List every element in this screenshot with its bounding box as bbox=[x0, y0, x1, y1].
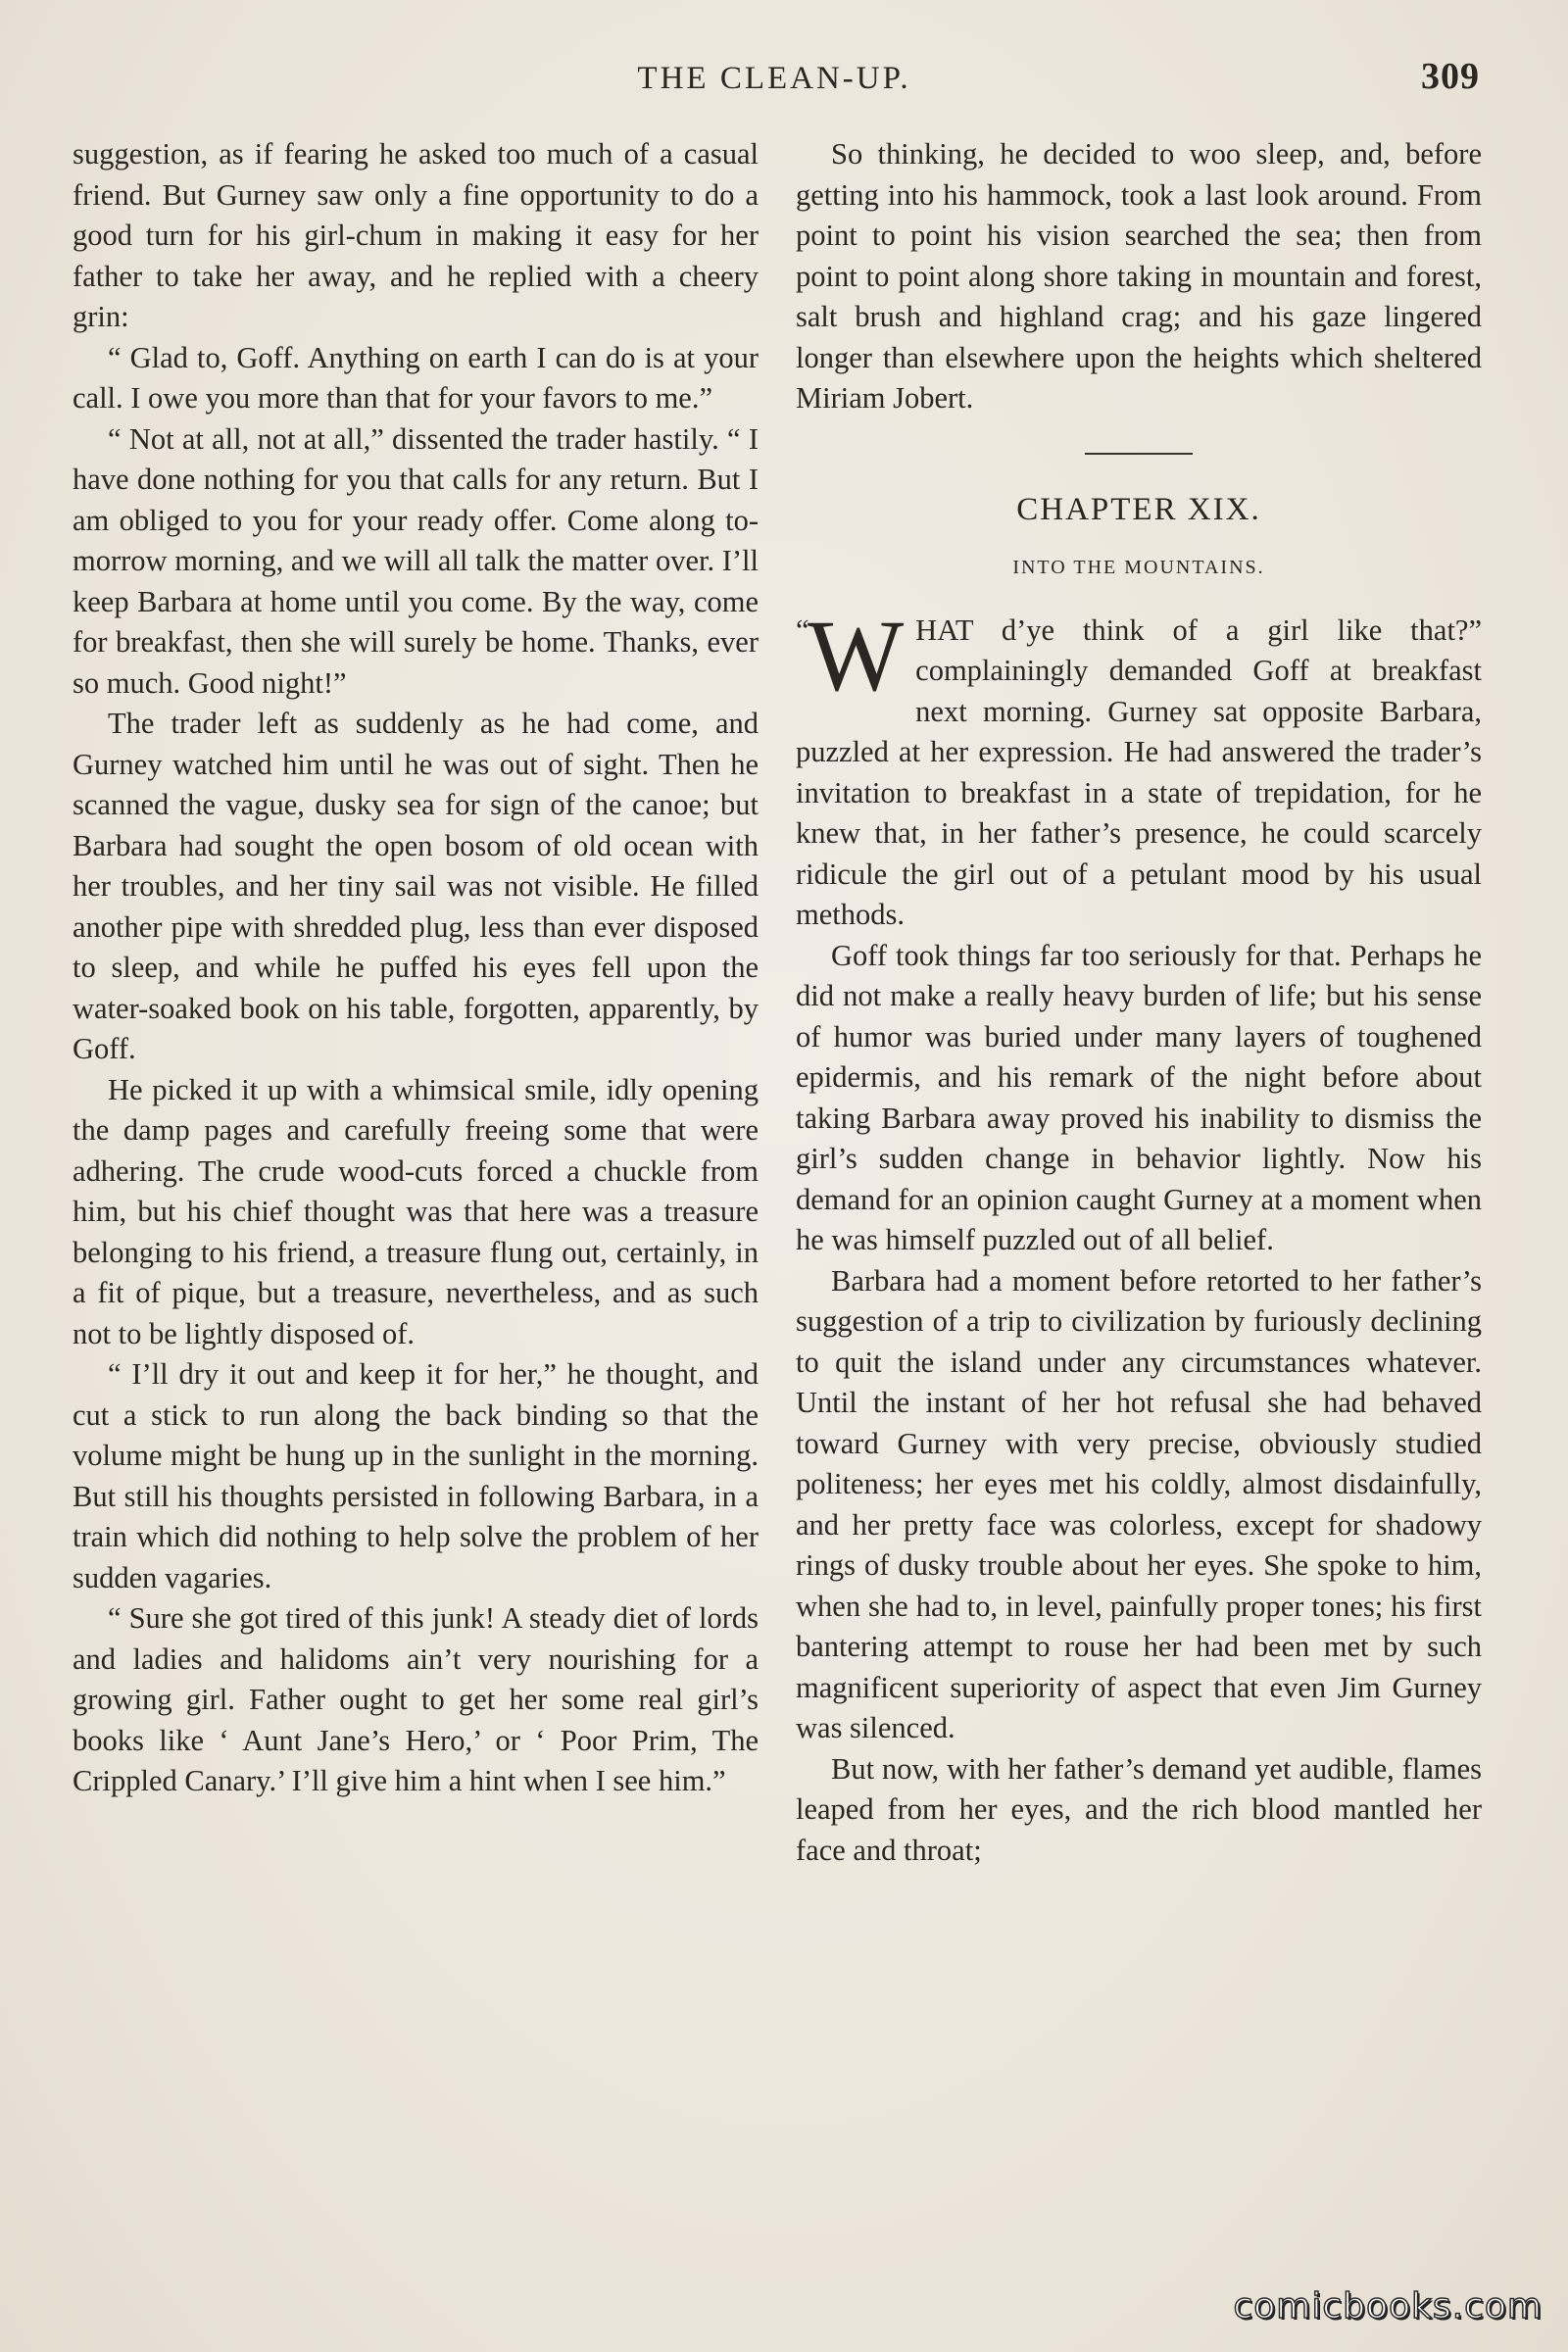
right-column bbox=[796, 134, 1482, 1871]
chapter-subtitle: INTO THE MOUNTAINS. bbox=[1012, 557, 1265, 578]
opening-quote-mark: “ bbox=[796, 612, 809, 647]
running-title: THE CLEAN-UP. bbox=[637, 61, 911, 96]
body-paragraph: Barbara had a moment before retorted to her father’s suggestion of a trip to civilization by furiously declining to quit the island under any circumstances whatever. Until the instant of her hot refusal she had behaved toward Gurney with very precise, obviously studied politeness; her eyes met his coldly, almost disdainfully, and her pretty face was colorless, except for shadowy rings of dusky trouble about her eyes. She spoke to him, when she had to, in level, painfully proper tones; his first bantering attempt to rouse her had been met by such magnificent superiority of aspect that even Jim Gurney was silenced. bbox=[796, 1263, 1482, 1744]
page-number: 309 bbox=[1421, 56, 1480, 97]
chapter-heading: CHAPTER XIX. bbox=[1016, 491, 1261, 527]
left-column bbox=[73, 134, 759, 1802]
body-paragraph: The trader left as suddenly as he had come, and Gurney watched him until he was out of sight. Then he scanned the vague, dusky sea for sign of the canoe; but Barbara had sought the open bosom of old ocean with her troubles, and her tiny sail was not visible. He filled another pipe with shredded plug, less than ever disposed to sleep, and while he puffed his eyes fell upon the water-soaked book on his table, forgotten, apparently, by Goff. bbox=[73, 707, 759, 1065]
drop-cap: W bbox=[808, 599, 905, 712]
body-paragraph: “ Glad to, Goff. Anything on earth I can do is at your call. I owe you more than that for your favors to me.” bbox=[73, 340, 759, 415]
body-paragraph: “ Not at all, not at all,” dissented the trader hastily. “ I have done nothing for you that calls for any return. But I am obliged to you for your ready offer. Come along to-morrow morning, and we will all talk the matter over. I’ll keep Barbara at home until you come. By the way, come for breakfast, then she will surely be home. Thanks, ever so much. Good night!” bbox=[73, 421, 759, 700]
body-paragraph: But now, with her father’s demand yet audible, flames leaped from her eyes, and the rich blood mantled her face and throat; bbox=[796, 1751, 1482, 1867]
body-paragraph: Goff took things far too seriously for that. Perhaps he did not make a really heavy burden of life; but his sense of humor was buried under many layers of toughened epidermis, and his remark of the night before about taking Barbara away proved his inability to dismiss the girl’s sudden change in behavior lightly. Now his demand for an opinion caught Gurney at a moment when he was himself puzzled out of all belief. bbox=[796, 938, 1482, 1256]
running-head bbox=[69, 55, 1480, 104]
opening-paragraph: HAT d’ye think of a girl like that?” complainingly demanded Goff at breakfast next morning. Gurney sat opposite Barbara, puzzled at her expression. He had answered the trader’s invitation to breakfast in a state of trepidation, for he knew that, in her father’s presence, he could scarcely ridicule the girl out of a petulant mood by his usual methods. bbox=[796, 612, 1482, 931]
chapter-opening bbox=[796, 599, 1482, 936]
body-paragraph: He picked it up with a whimsical smile, idly opening the damp pages and carefully freeing some that were adhering. The crude wood-cuts forced a chuckle from him, but his chief thought was that here was a treasure belonging to his friend, a treasure flung out, certainly, in a fit of pique, but a treasure, nevertheless, and as such not to be lightly disposed of. bbox=[73, 1072, 759, 1350]
body-paragraph: So thinking, he decided to woo sleep, and, before getting into his hammock, took a last look around. From point to point his vision searched the sea; then from point to point along shore taking in mountain and forest, salt brush and highland crag; and his gaze lingered longer than elsewhere upon the heights which sheltered Miriam Jobert. bbox=[796, 137, 1482, 415]
body-paragraph: “ I’ll dry it out and keep it for her,” he thought, and cut a stick to run along the back binding so that the volume might be hung up in the sunlight in the morning. But still his thoughts persisted in following Barbara, in a train which did nothing to help solve the problem of her sudden vagaries. bbox=[73, 1357, 759, 1594]
section-divider bbox=[1085, 453, 1193, 455]
site-watermark: comicbooks.com bbox=[1233, 2286, 1543, 2327]
body-paragraph: “ Sure she got tired of this junk! A steady diet of lords and ladies and halidoms ain’t very nourishing for a growing girl. Father ought to get her some real girl’s books like ‘ Aunt Jane’s Hero,’ or ‘ Poor Prim, The Crippled Canary.’ I’ll give him a hint when I see him.” bbox=[73, 1601, 759, 1797]
body-paragraph: suggestion, as if fearing he asked too much of a casual friend. But Gurney saw only a fine opportunity to do a good turn for his girl-chum in making it easy for her father to take her away, and he replied with a cheery grin: bbox=[73, 137, 759, 333]
